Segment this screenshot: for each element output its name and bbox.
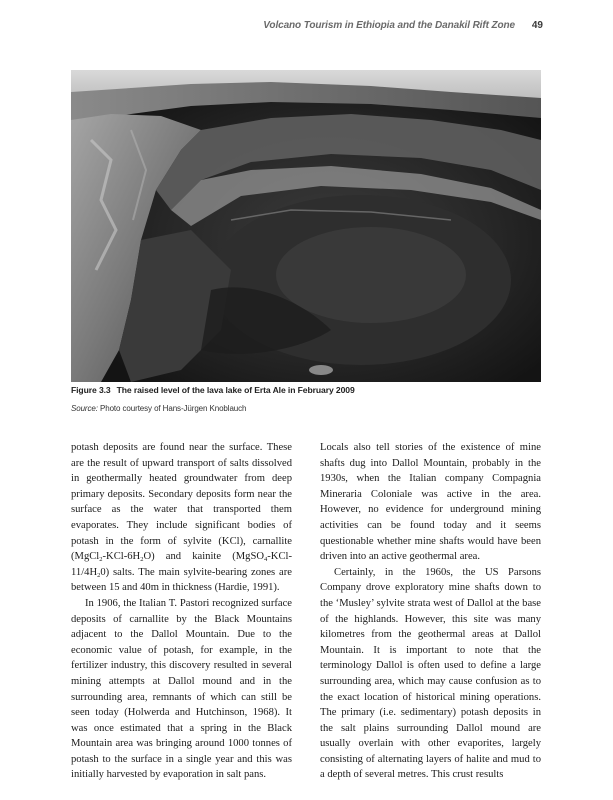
figure-number: Figure 3.3	[71, 385, 111, 395]
subscript: 2	[97, 571, 101, 579]
text-run: -KCl-11/4H	[71, 551, 292, 578]
lava-lake-photo-image	[71, 70, 541, 382]
figure-caption	[71, 385, 541, 395]
running-title: Volcano Tourism in Ethiopia and the Danakil Rift Zone	[263, 20, 515, 31]
body-column-right	[320, 440, 541, 783]
subscript: 4	[264, 556, 268, 564]
lava-lake-photo	[71, 70, 541, 382]
text-run: 0) salts. The main sylvite-bearing zones are between 15 and 40m in thickness (Hardie, 1991).	[71, 566, 292, 594]
paragraph	[71, 440, 292, 596]
subscript: 2	[140, 556, 144, 564]
paragraph: In 1906, the Italian T. Pastori recognized surface deposits of carnallite by the Black Mountains adjacent to the Dallol Mountain. Due to the economic value of potash, for example, in the fertilizer industry, this discovery resulted in several mining attempts at Dallol mound and in the surrounding area, remnants of which can still be seen today (Holwerda and Hutchinson, 1968). It was once estimated that a spring in the Black Mountain area was bringing around 1000 tonnes of potash to the surface in a single year and this was initially harvested by evaporation in salt pans.	[71, 597, 292, 781]
figure-source	[71, 404, 541, 413]
body-column-left	[71, 440, 292, 783]
source-label: Source:	[71, 404, 98, 413]
text-run: potash deposits are found near the surface. These are the result of upward transport of salts dissolved in geothermally heated groundwater from deep primary deposits. Secondary deposits form near the surface as the water that transported them evaporates. They include significant bodies of potash in the form of sylvite (KCl), carnallite (MgCl	[71, 442, 292, 563]
running-head	[70, 20, 543, 34]
paragraph: Locals also tell stories of the existence of mine shafts dug into Dallol Mountain, probably in the 1930s, when the Italian company Compagnia Mineraria Coloniale was active in the area. However, no evidence for underground mining activities can be found today and it seems questionable whether mine shafts would have been driven into an active geothermal area.	[320, 442, 541, 563]
page-number: 49	[531, 20, 543, 31]
text-run: -KCl-6H	[102, 551, 141, 563]
subscript: 2	[99, 556, 103, 564]
figure-caption-text: The raised level of the lava lake of Erta Ale in February 2009	[116, 385, 355, 395]
paragraph: Certainly, in the 1960s, the US Parsons Company drove exploratory mine shafts down to the ‘Musley’ sylvite strata west of Dallol at the base of the highlands. However, this site was many kilometres from the geothermal areas at Dallol Mountain. It is important to note that the terminology Dallol is often used to define a large surrounding area, which may cause confusion as to the exact location of historical mining operations. The primary (i.e. sedimentary) potash deposits in the salt plains surrounding Dallol mound are usually overlain with other evaporites, largely consisting of alternating layers of halite and mud to a depth of several metres. This crust results	[320, 566, 541, 781]
source-text: Photo courtesy of Hans-Jürgen Knoblauch	[97, 404, 247, 413]
text-run: O) and kainite (MgSO	[143, 551, 265, 563]
